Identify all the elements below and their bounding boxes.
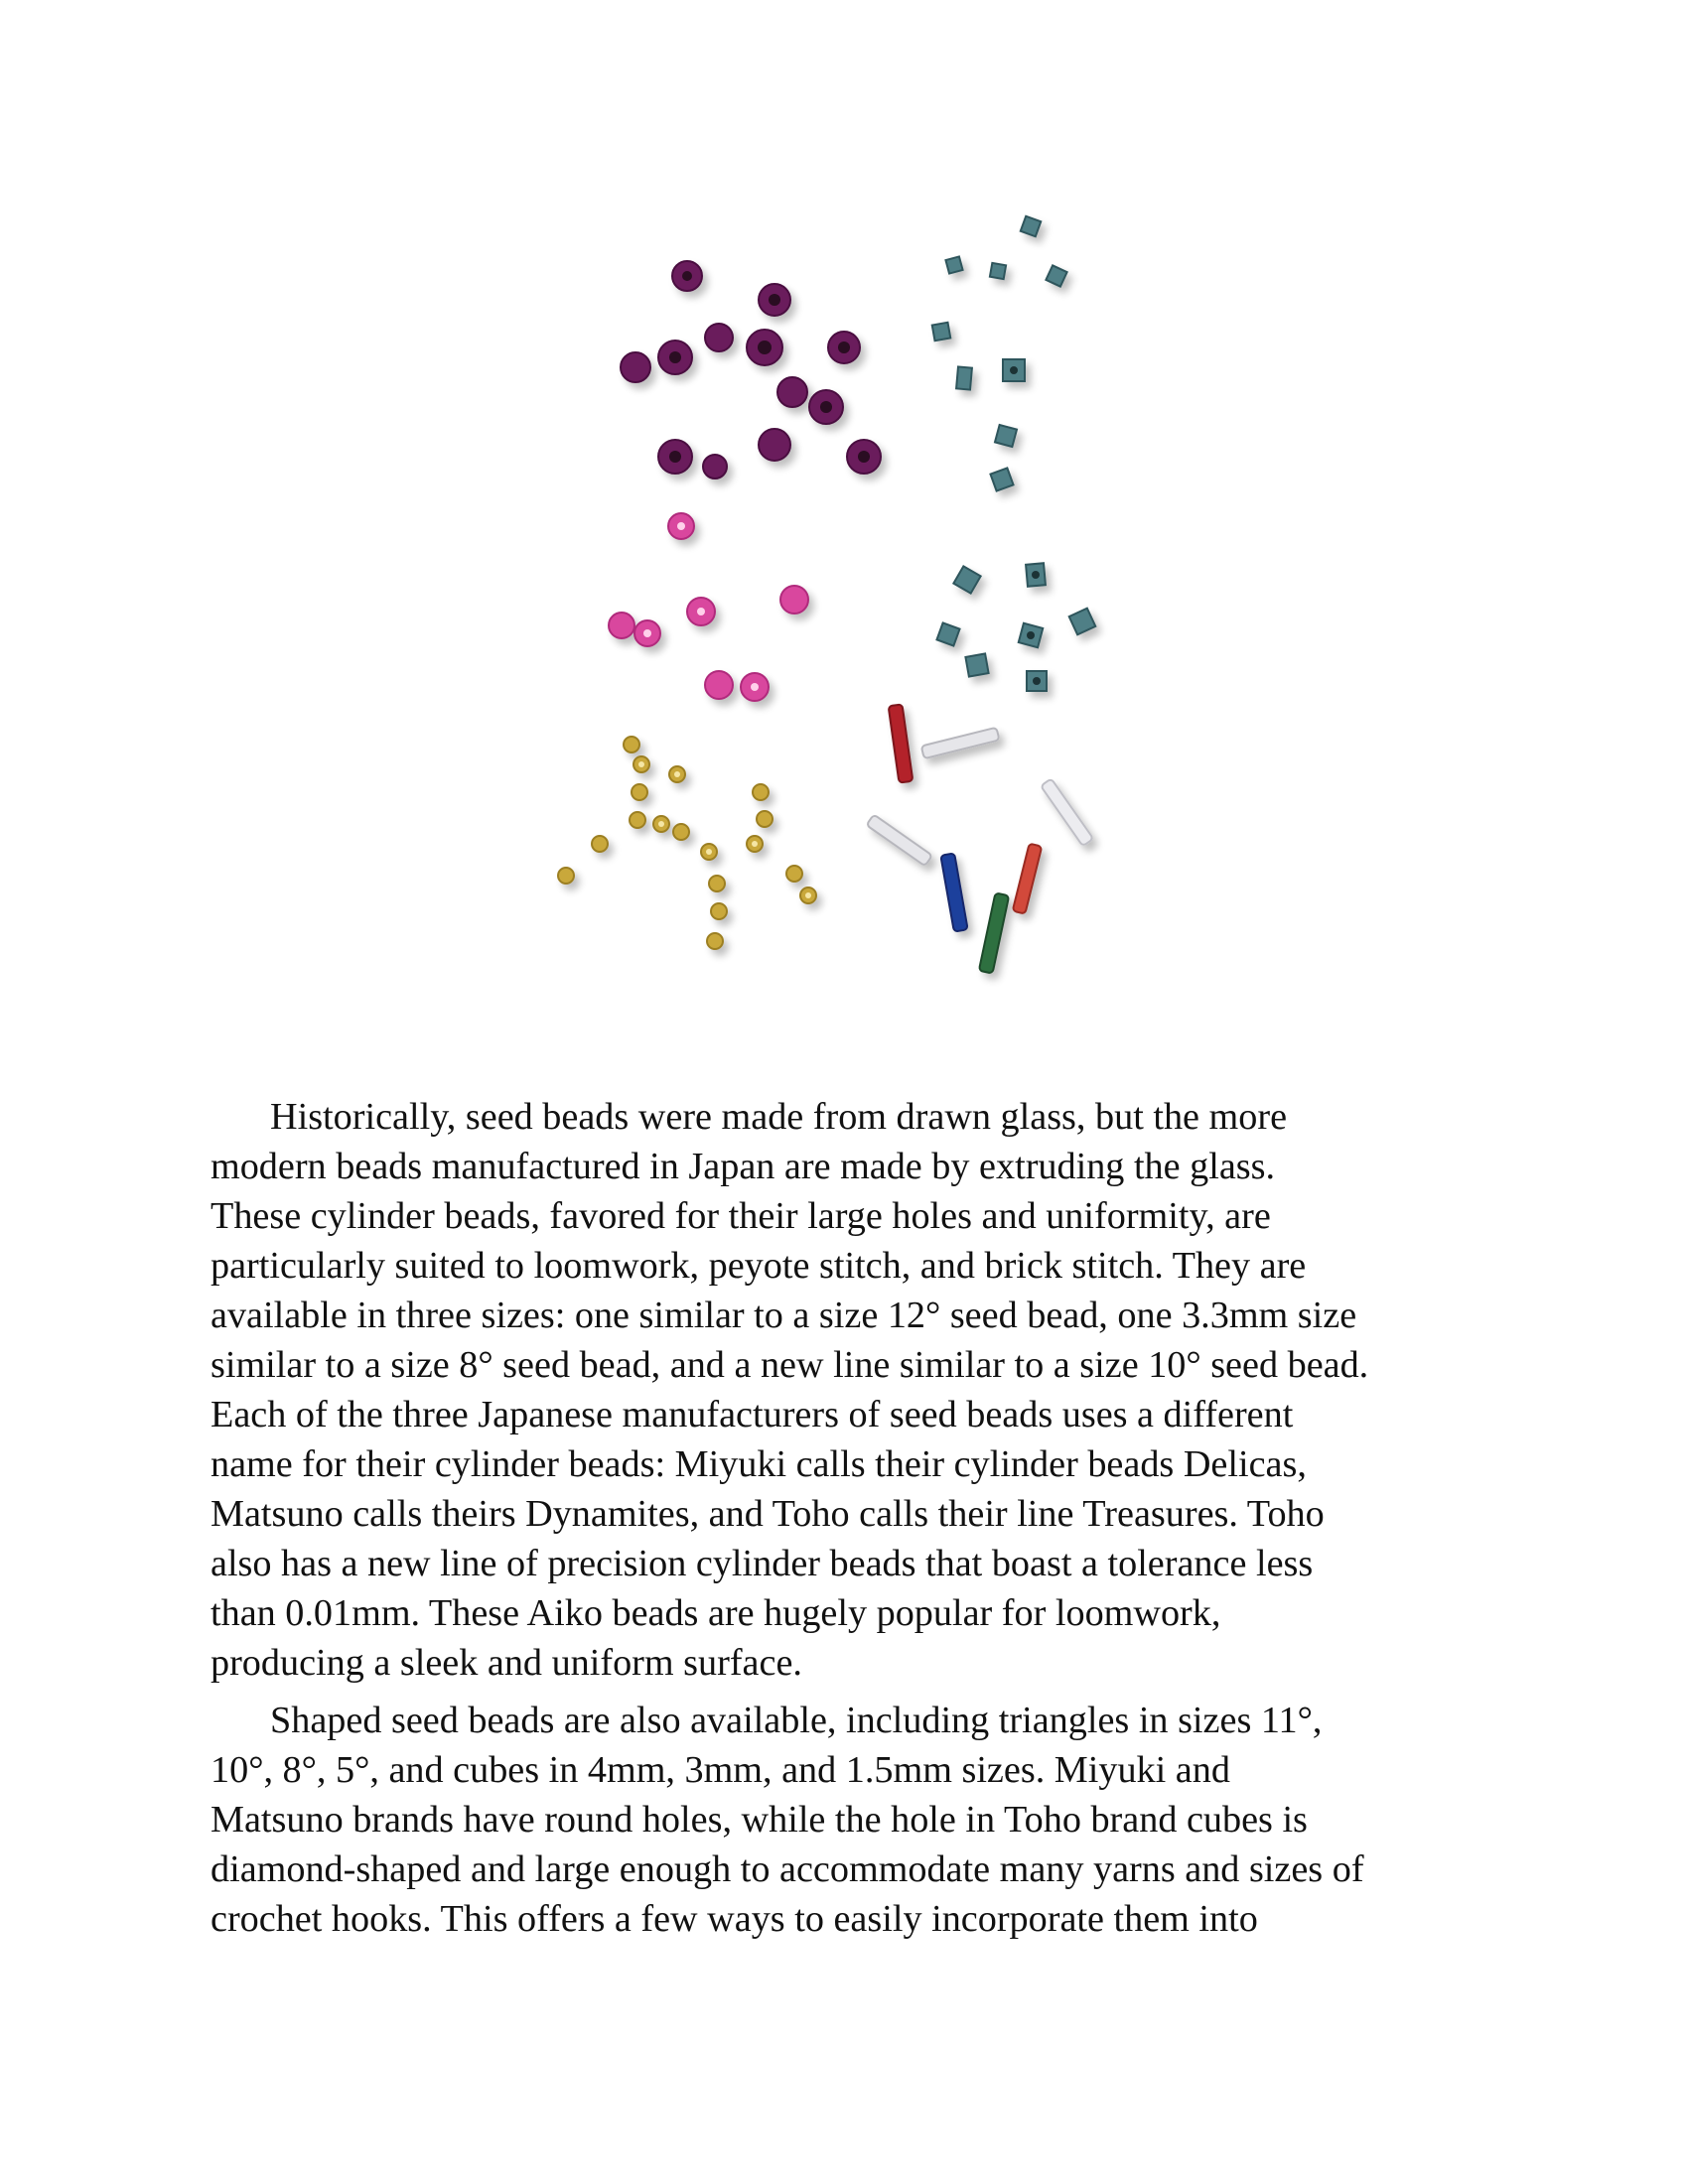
paragraph: Historically, seed beads were made from drawn glass, but the more modern beads manufactured in Japan are made by extruding the glass. These cylinder beads, favored for their large holes and uniformity, are particularly suited to loomwork, peyote stitch, and brick stitch. They are available in three sizes: one similar to a size 12° seed bead, one 3.3mm size similar to a size 8° seed bead, and a new line similar to a size 10° seed bead. Each of the three Japanese manufacturers of seed beads uses a different name for their cylinder beads: Miyuki calls their cylinder beads Delicas, Matsuno calls theirs Dynamites, and Toho calls their line Treasures. Toho also has a new line of precision cylinder beads that boast a tolerance less than 0.01mm. These Aiko beads are hugely popular for loomwork, producing a sleek and uniform surface. — [211, 1096, 1369, 1684]
seed-beads-photo — [536, 189, 1152, 1062]
pink-beads — [609, 513, 808, 701]
body-text — [211, 1092, 1491, 1944]
teal-cube-beads — [932, 216, 1096, 691]
paragraph: Shaped seed beads are also available, including triangles in sizes 11°, 10°, 8°, 5°, and cubes in 4mm, 3mm, and 1.5mm sizes. Miyuki and Matsuno brands have round holes, while the hole in Toho brand cubes is diamond-shaped and large enough to accommodate many yarns and sizes of crochet hooks. This offers a few ways to easily incorporate them into — [211, 1700, 1364, 1940]
gold-beads — [558, 737, 816, 949]
purple-beads — [621, 261, 881, 478]
bugle-beads — [866, 704, 1093, 973]
